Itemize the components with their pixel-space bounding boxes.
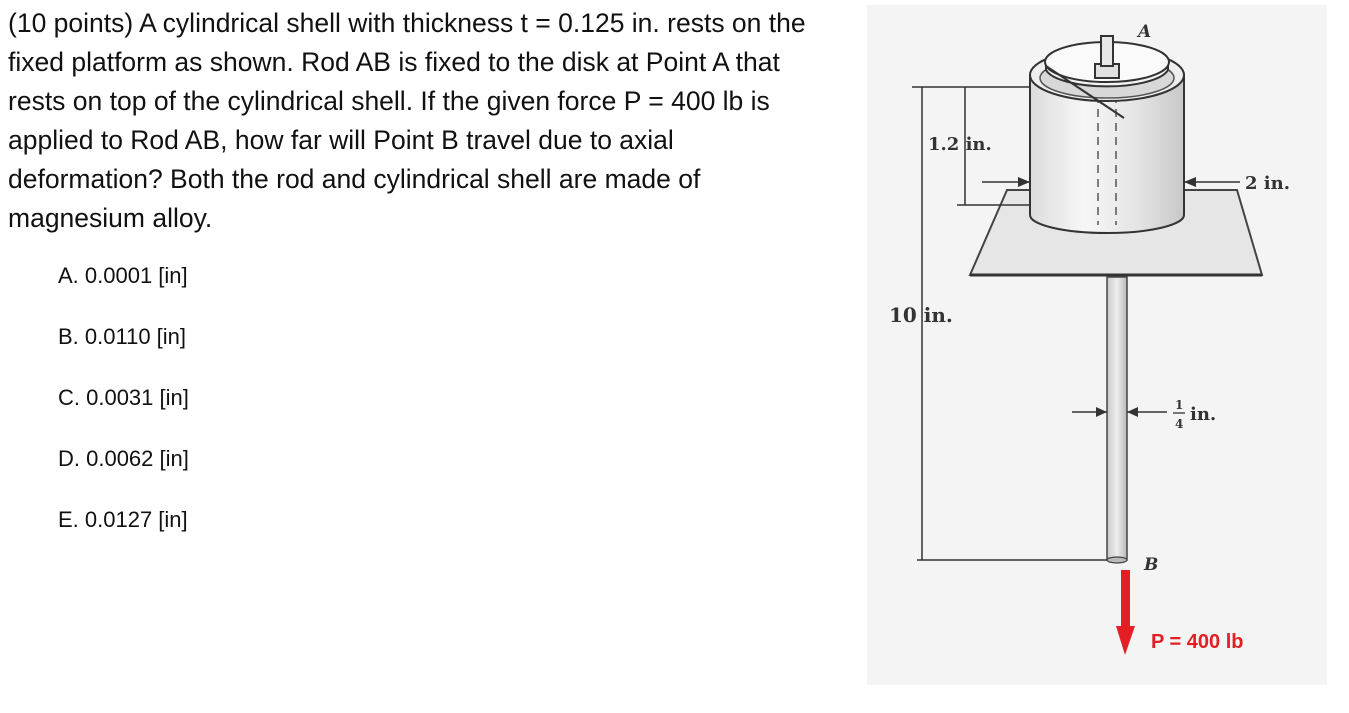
load-label: P = 400 lb xyxy=(1151,631,1244,653)
choice-e[interactable]: E. 0.0127 [in] xyxy=(58,507,188,532)
rod-ab xyxy=(1107,277,1127,560)
dim-shell-label: 1.2 in. xyxy=(928,134,992,155)
rod-end xyxy=(1107,557,1127,563)
choice-c[interactable]: C. 0.0031 [in] xyxy=(58,385,189,410)
choice-d[interactable]: D. 0.0062 [in] xyxy=(58,446,189,471)
rod-top xyxy=(1101,36,1113,66)
dim-rod-denominator: 4 xyxy=(1175,417,1184,431)
dim-length-label: 10 in. xyxy=(889,303,953,327)
dim-rod-numerator: 1 xyxy=(1175,398,1184,412)
choice-b[interactable]: B. 0.0110 [in] xyxy=(58,324,187,349)
choice-a[interactable]: A. 0.0001 [in] xyxy=(58,263,188,288)
point-b-label: B xyxy=(1144,555,1159,575)
dim-diameter-label: 2 in. xyxy=(1245,173,1290,194)
load-arrow-shaft xyxy=(1121,570,1130,628)
dim-rod-unit: in. xyxy=(1190,404,1217,425)
cylinder-rod-diagram xyxy=(862,0,1332,690)
answer-choices xyxy=(58,263,189,568)
question-text: (10 points) A cylindrical shell with thickness t = 0.125 in. rests on the fixed platform as shown. Rod AB is fixed to the disk at Point A that rests on top of the cylindrical shell. If the given force P = 400 lb is applied to Rod AB, how far will Point B travel due to axial deformation? Both the rod and cylindrical shell are made of magnesium alloy. xyxy=(8,8,806,233)
point-a-label: A xyxy=(1138,22,1152,42)
